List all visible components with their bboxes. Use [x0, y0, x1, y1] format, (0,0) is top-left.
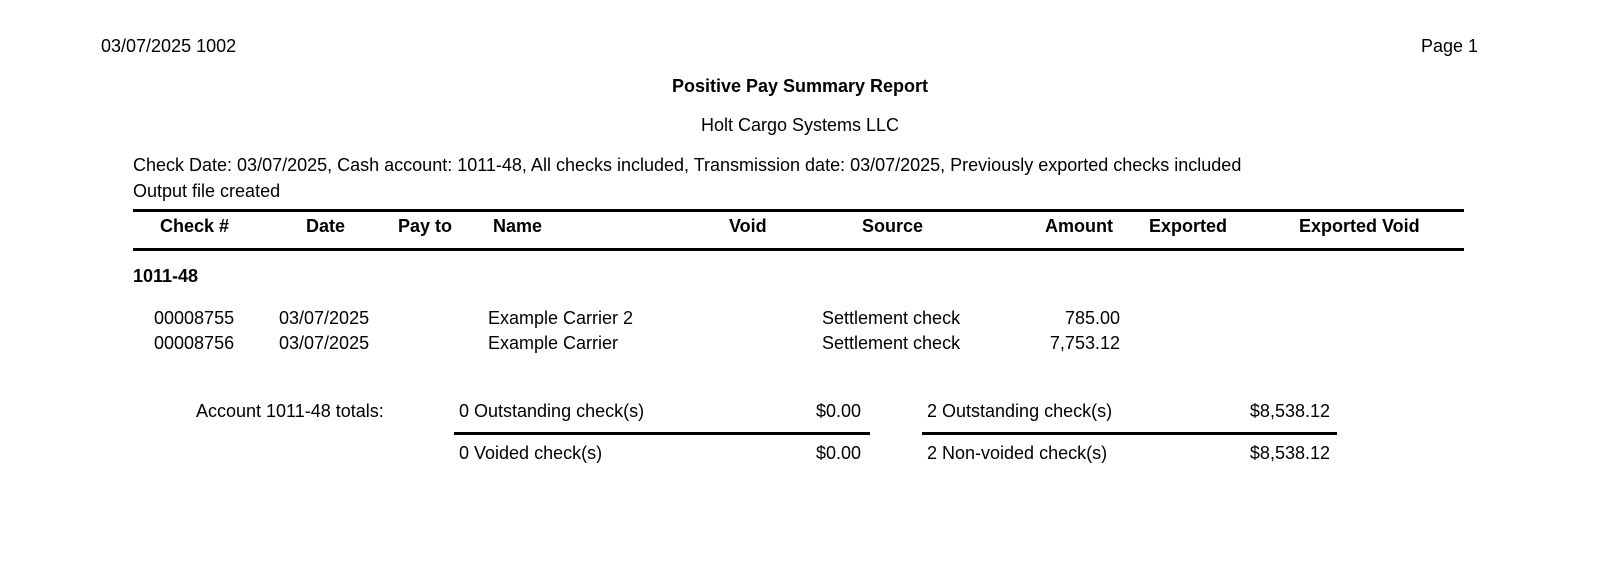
col-void: Void — [729, 216, 767, 236]
col-source: Source — [862, 216, 924, 236]
voided-count: 0 Voided check(s) — [459, 443, 603, 463]
col-exported-void: Exported Void — [1299, 216, 1420, 236]
output-note: Output file created — [133, 181, 281, 201]
header-bottom-rule — [133, 248, 1464, 251]
col-pay-to: Pay to — [398, 216, 453, 236]
nonvoided-amount: $8,538.12 — [1249, 443, 1330, 463]
report-criteria: Check Date: 03/07/2025, Cash account: 1011-48, All checks included, Transmission date: 03/07/2025, Previously exported checks included — [133, 155, 1242, 175]
col-date: Date — [306, 216, 346, 236]
report-title: Positive Pay Summary Report — [671, 76, 929, 96]
check-number: 00008756 — [154, 333, 235, 353]
report-datetime: 03/07/2025 1002 — [101, 36, 237, 56]
account-heading: 1011-48 — [133, 266, 199, 286]
outstanding-left-amount: $0.00 — [815, 401, 861, 421]
check-source: Settlement check — [822, 308, 961, 328]
outstanding-left-count: 0 Outstanding check(s) — [459, 401, 645, 421]
col-amount: Amount — [1045, 216, 1113, 236]
check-amount: 785.00 — [1064, 308, 1120, 328]
check-date: 03/07/2025 — [279, 308, 370, 328]
payee-name: Example Carrier 2 — [488, 308, 634, 328]
totals-label: Account 1011-48 totals: — [196, 401, 384, 421]
voided-amount: $0.00 — [815, 443, 861, 463]
company-name: Holt Cargo Systems LLC — [700, 115, 900, 135]
payee-name: Example Carrier — [488, 333, 619, 353]
check-source: Settlement check — [822, 333, 961, 353]
check-date: 03/07/2025 — [279, 333, 370, 353]
totals-right-rule — [922, 432, 1337, 435]
col-name: Name — [493, 216, 543, 236]
totals-left-rule — [454, 432, 870, 435]
page-number: Page 1 — [1420, 36, 1478, 56]
outstanding-right-amount: $8,538.12 — [1249, 401, 1330, 421]
header-top-rule — [133, 209, 1464, 212]
col-check: Check # — [160, 216, 230, 236]
check-amount: 7,753.12 — [1049, 333, 1120, 353]
check-number: 00008755 — [154, 308, 235, 328]
outstanding-right-count: 2 Outstanding check(s) — [927, 401, 1113, 421]
nonvoided-count: 2 Non-voided check(s) — [927, 443, 1108, 463]
col-exported: Exported — [1149, 216, 1228, 236]
